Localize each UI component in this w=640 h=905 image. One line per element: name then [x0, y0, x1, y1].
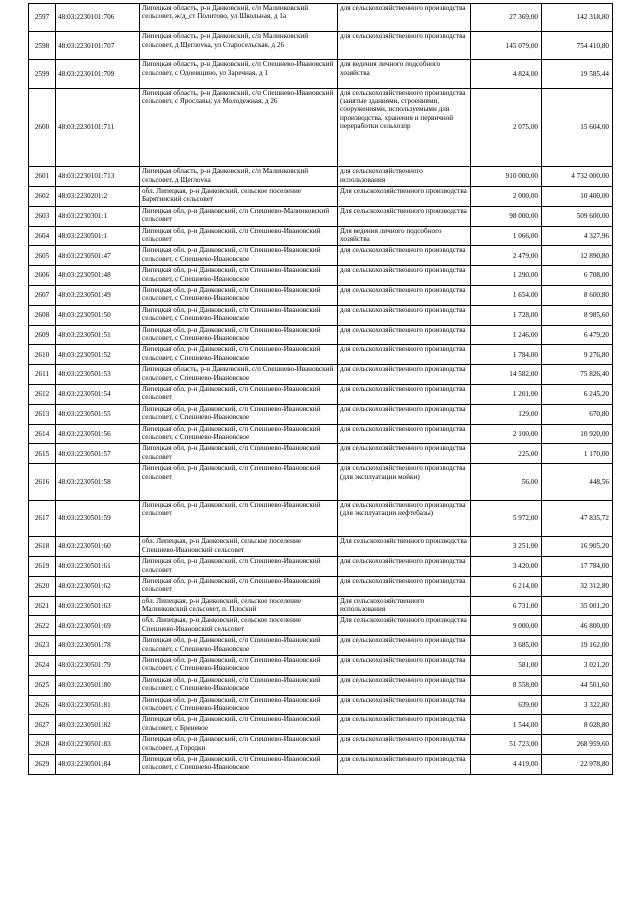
table-row	[29, 675, 613, 695]
cadastral-value-cell: 10 920,00	[542, 424, 613, 444]
table-row	[29, 735, 613, 755]
cadastral-value-cell: 15 604,00	[542, 88, 613, 167]
cadastral-value-cell: 8 985,60	[542, 305, 613, 325]
table-row	[29, 186, 613, 206]
land-use-cell: для сельскохозяйственного производства	[338, 675, 471, 695]
address-cell: Липецкая обл, р-н Данковский, с/п Спешнево-Ивановский сельсовет, с Спешнево-Ивановское	[140, 755, 338, 775]
address-cell: Липецкая обл, р-н Данковский, с/п Спешнево-Ивановский сельсовет, с Бреневое	[140, 715, 338, 735]
row-number: 2602	[29, 186, 56, 206]
cadastral-value-cell: 46 800,00	[542, 616, 613, 636]
row-number: 2608	[29, 305, 56, 325]
address-cell: Липецкая область, р-н Данковский, с/п Малинковский сельсовет, ж/д_ст Политово, ул Школьная, д 1а	[140, 4, 338, 32]
cadastral-value-cell: 268 959,60	[542, 735, 613, 755]
cadastral-number: 48:03:2230501:50	[56, 305, 140, 325]
area-cell: 2 100,00	[471, 424, 542, 444]
land-use-cell: для сельскохозяйственного производства	[338, 695, 471, 715]
land-use-cell: для сельскохозяйственного производства	[338, 735, 471, 755]
cadastral-value-cell: 35 001,20	[542, 596, 613, 616]
land-use-cell: Для сельскохозяйственного производства	[338, 206, 471, 226]
area-cell: 8 558,00	[471, 675, 542, 695]
address-cell: Липецкая обл, р-н Данковский, с/п Спешнево-Ивановский сельсовет, с Спешнево-Ивановское	[140, 695, 338, 715]
table-row	[29, 537, 613, 557]
table-row	[29, 167, 613, 187]
cadastral-value-cell: 6 479,20	[542, 325, 613, 345]
table-row	[29, 4, 613, 32]
address-cell: Липецкая область, р-н Данковский, с/п Малинковский сельсовет, д Щеглovка, ул Старосельская, д 26	[140, 32, 338, 60]
row-number: 2612	[29, 384, 56, 404]
land-use-cell: для сельскохозяйственного производства	[338, 32, 471, 60]
row-number: 2628	[29, 735, 56, 755]
land-use-cell: для ведения личного подсобного хозяйства	[338, 60, 471, 88]
land-use-cell: для сельскохозяйственного производства	[338, 384, 471, 404]
row-number: 2615	[29, 444, 56, 464]
table-row	[29, 384, 613, 404]
address-cell: Липецкая обл, р-н Данковский, с/п Спешнево-Ивановский сельсовет, с Спешнево-Ивановское	[140, 266, 338, 286]
area-cell: 581,00	[471, 656, 542, 676]
area-cell: 1 728,00	[471, 305, 542, 325]
row-number: 2600	[29, 88, 56, 167]
cadastral-value-cell: 4 327,96	[542, 226, 613, 246]
row-number: 2597	[29, 4, 56, 32]
cadastral-value-cell: 17 784,00	[542, 557, 613, 577]
address-cell: Липецкая область, р-н Данковский, с/п Спешнево-Ивановский сельсовет, с Ярославы, ул Молодежная, д 26	[140, 88, 338, 167]
address-cell: Липецкая обл, р-н Данковский, с/п Спешнево-Ивановский сельсовет	[140, 557, 338, 577]
document-page	[28, 3, 612, 775]
table-row	[29, 557, 613, 577]
table-row	[29, 365, 613, 385]
area-cell: 225,00	[471, 444, 542, 464]
land-use-cell: для сельскохозяйственного производства (для эксплуатации нефтебазы)	[338, 500, 471, 537]
cadastral-number: 48:03:2230501:80	[56, 675, 140, 695]
row-number: 2609	[29, 325, 56, 345]
cadastral-value-cell: 16 905,20	[542, 537, 613, 557]
row-number: 2618	[29, 537, 56, 557]
area-cell: 6 214,00	[471, 576, 542, 596]
land-use-cell: Для ведения личного подсобного хозяйства	[338, 226, 471, 246]
address-cell: Липецкая обл, р-н Данковский, с/п Спешнево-Ивановский сельсовет	[140, 384, 338, 404]
table-row	[29, 345, 613, 365]
cadastral-value-cell: 3 021,20	[542, 656, 613, 676]
cadastral-value-cell: 509 600,00	[542, 206, 613, 226]
land-use-cell: Для сельскохозяйственного производства	[338, 616, 471, 636]
area-cell: 27 369,00	[471, 4, 542, 32]
row-number: 2605	[29, 246, 56, 266]
cadastral-value-cell: 8 028,80	[542, 715, 613, 735]
cadastral-number: 48:03:2230501:53	[56, 365, 140, 385]
area-cell: 56,00	[471, 464, 542, 501]
area-cell: 145 079,00	[471, 32, 542, 60]
row-number: 2626	[29, 695, 56, 715]
cadastral-number: 48:03:2230201:2	[56, 186, 140, 206]
cadastral-number: 48:03:2230501:49	[56, 285, 140, 305]
address-cell: Липецкая область, р-н Данковский, с/п Спешнево-Ивановский сельсовет, с Спешнево-Ивановское	[140, 365, 338, 385]
cadastral-value-cell: 19 162,00	[542, 636, 613, 656]
address-cell: Липецкая обл, р-н Данковский, с/п Спешнево-Ивановский сельсовет, с Спешнево-Ивановское	[140, 636, 338, 656]
cadastral-value-cell: 19 585,44	[542, 60, 613, 88]
land-use-cell: для сельскохозяйственного производства (занятые зданиями, строениями, сооружениями, используемыми для производства, хранения и первичной переработки сельхозпр	[338, 88, 471, 167]
row-number: 2622	[29, 616, 56, 636]
table-row	[29, 576, 613, 596]
cadastral-value-cell: 10 400,00	[542, 186, 613, 206]
cadastral-value-cell: 4 732 000,00	[542, 167, 613, 187]
address-cell: Липецкая обл, р-н Данковский, с/п Спешнево-Ивановский сельсовет	[140, 464, 338, 501]
table-row	[29, 226, 613, 246]
cadastral-value-cell: 12 890,80	[542, 246, 613, 266]
land-use-cell: для сельскохозяйственного производства	[338, 424, 471, 444]
address-cell: Липецкая обл, р-н Данковский, с/п Спешнево-Малинковский сельсовет	[140, 206, 338, 226]
address-cell: Липецкая обл, р-н Данковский, с/п Спешнево-Ивановский сельсовет, с Спешнево-Ивановское	[140, 424, 338, 444]
land-use-cell: для сельскохозяйственного производства	[338, 557, 471, 577]
table-row	[29, 464, 613, 501]
row-number: 2627	[29, 715, 56, 735]
address-cell: Липецкая область, р-н Данковский, с/п Малинковский сельсовет, д Щеглovка	[140, 167, 338, 187]
cadastral-value-cell: 6 245,20	[542, 384, 613, 404]
cadastral-value-cell: 670,80	[542, 404, 613, 424]
area-cell: 51 723,00	[471, 735, 542, 755]
address-cell: обл. Липецкая, р-н Данковский, сельское поселение Барятинский сельсовет	[140, 186, 338, 206]
table-row	[29, 266, 613, 286]
cadastral-value-cell: 47 835,72	[542, 500, 613, 537]
area-cell: 6 731,00	[471, 596, 542, 616]
land-use-cell: для сельскохозяйственного производства	[338, 305, 471, 325]
address-cell: Липецкая обл, р-н Данковский, с/п Спешнево-Ивановский сельсовет, с Спешнево-Ивановское	[140, 325, 338, 345]
cadastral-value-cell: 754 410,80	[542, 32, 613, 60]
land-use-cell: для сельскохозяйственного производства	[338, 755, 471, 775]
cadastral-value-cell: 6 708,00	[542, 266, 613, 286]
row-number: 2619	[29, 557, 56, 577]
address-cell: Липецкая обл, р-н Данковский, с/п Спешнево-Ивановский сельсовет	[140, 226, 338, 246]
cadastral-value-cell: 75 826,40	[542, 365, 613, 385]
cadastral-value-cell: 44 501,60	[542, 675, 613, 695]
cadastral-value-cell: 3 322,80	[542, 695, 613, 715]
cadastral-number: 48:03:2230301:1	[56, 206, 140, 226]
area-cell: 1 066,00	[471, 226, 542, 246]
cadastral-value-cell: 22 978,80	[542, 755, 613, 775]
address-cell: Липецкая обл, р-н Данковский, с/п Спешнево-Ивановский сельсовет	[140, 576, 338, 596]
table-row	[29, 755, 613, 775]
land-use-cell: для сельскохозяйственного производства (для эксплуатации мойки)	[338, 464, 471, 501]
address-cell: Липецкая обл, р-н Данковский, с/п Спешнево-Ивановский сельсовет, с Спешнево-Ивановское	[140, 285, 338, 305]
area-cell: 1 290,00	[471, 266, 542, 286]
row-number: 2617	[29, 500, 56, 537]
row-number: 2598	[29, 32, 56, 60]
table-body	[29, 4, 613, 775]
cadastral-number: 48:03:2230501:69	[56, 616, 140, 636]
cadastral-number: 48:03:2230501:47	[56, 246, 140, 266]
table-row	[29, 88, 613, 167]
table-row	[29, 616, 613, 636]
land-use-cell: для сельскохозяйственного использования	[338, 167, 471, 187]
table-row	[29, 596, 613, 616]
table-row	[29, 656, 613, 676]
cadastral-value-cell: 448,56	[542, 464, 613, 501]
table-row	[29, 285, 613, 305]
table-row	[29, 404, 613, 424]
area-cell: 9 000,00	[471, 616, 542, 636]
address-cell: обл. Липецкая, р-н Данковский, сельское поселение Спешнево-Ивановский сельсовет	[140, 537, 338, 557]
land-use-cell: Для сельскохозяйственного производства	[338, 537, 471, 557]
area-cell: 1 544,00	[471, 715, 542, 735]
area-cell: 1 784,00	[471, 345, 542, 365]
cadastral-number: 48:03:2230501:58	[56, 464, 140, 501]
area-cell: 4 824,00	[471, 60, 542, 88]
cadastral-value-cell: 1 170,00	[542, 444, 613, 464]
area-cell: 2 000,00	[471, 186, 542, 206]
cadastral-number: 48:03:2230501:56	[56, 424, 140, 444]
cadastral-number: 48:03:2230501:59	[56, 500, 140, 537]
cadastral-number: 48:03:2230501:82	[56, 715, 140, 735]
land-use-cell: для сельскохозяйственного производства	[338, 325, 471, 345]
row-number: 2613	[29, 404, 56, 424]
row-number: 2603	[29, 206, 56, 226]
table-row	[29, 206, 613, 226]
address-cell: обл. Липецкая, р-н Данковский, сельское поселение Малинковский сельсовет, п. Плоский	[140, 596, 338, 616]
table-row	[29, 246, 613, 266]
row-number: 2610	[29, 345, 56, 365]
cadastral-number: 48:03:2230101:713	[56, 167, 140, 187]
area-cell: 14 582,00	[471, 365, 542, 385]
table-row	[29, 325, 613, 345]
table-row	[29, 695, 613, 715]
table-row	[29, 32, 613, 60]
cadastral-number: 48:03:2230501:83	[56, 735, 140, 755]
address-cell: обл. Липецкая, р-н Данковский, сельское поселение Спешнево-Ивановский сельсовет	[140, 616, 338, 636]
row-number: 2601	[29, 167, 56, 187]
area-cell: 3 685,00	[471, 636, 542, 656]
area-cell: 4 419,00	[471, 755, 542, 775]
cadastral-number: 48:03:2230501:57	[56, 444, 140, 464]
table-row	[29, 424, 613, 444]
row-number: 2616	[29, 464, 56, 501]
cadastral-number: 48:03:2230501:63	[56, 596, 140, 616]
cadastral-value-table	[28, 3, 613, 775]
cadastral-value-cell: 9 276,80	[542, 345, 613, 365]
cadastral-number: 48:03:2230101:706	[56, 4, 140, 32]
table-row	[29, 60, 613, 88]
area-cell: 2 479,00	[471, 246, 542, 266]
area-cell: 1 654,00	[471, 285, 542, 305]
cadastral-number: 48:03:2230501:1	[56, 226, 140, 246]
row-number: 2625	[29, 675, 56, 695]
address-cell: Липецкая обл, р-н Данковский, с/п Спешнево-Ивановский сельсовет, с Спешнево-Ивановское	[140, 345, 338, 365]
cadastral-number: 48:03:2230501:61	[56, 557, 140, 577]
cadastral-number: 48:03:2230501:78	[56, 636, 140, 656]
address-cell: Липецкая обл, р-н Данковский, с/п Спешнево-Ивановский сельсовет, с Спешнево-Ивановское	[140, 246, 338, 266]
table-row	[29, 715, 613, 735]
cadastral-number: 48:03:2230501:84	[56, 755, 140, 775]
area-cell: 1 246,00	[471, 325, 542, 345]
row-number: 2614	[29, 424, 56, 444]
cadastral-number: 48:03:2230501:54	[56, 384, 140, 404]
cadastral-value-cell: 8 600,80	[542, 285, 613, 305]
land-use-cell: для сельскохозяйственного производства	[338, 444, 471, 464]
area-cell: 2 075,00	[471, 88, 542, 167]
cadastral-value-cell: 142 318,80	[542, 4, 613, 32]
land-use-cell: для сельскохозяйственного производства	[338, 246, 471, 266]
area-cell: 910 000,00	[471, 167, 542, 187]
cadastral-value-cell: 32 312,80	[542, 576, 613, 596]
row-number: 2606	[29, 266, 56, 286]
table-row	[29, 444, 613, 464]
land-use-cell: для сельскохозяйственного производства	[338, 715, 471, 735]
cadastral-number: 48:03:2230101:707	[56, 32, 140, 60]
land-use-cell: для сельскохозяйственного производства	[338, 636, 471, 656]
table-row	[29, 500, 613, 537]
table-row	[29, 636, 613, 656]
area-cell: 3 251,00	[471, 537, 542, 557]
area-cell: 129,00	[471, 404, 542, 424]
address-cell: Липецкая обл, р-н Данковский, с/п Спешнево-Ивановский сельсовет, с Спешнево-Ивановское	[140, 675, 338, 695]
cadastral-number: 48:03:2230501:60	[56, 537, 140, 557]
cadastral-number: 48:03:2230501:52	[56, 345, 140, 365]
address-cell: Липецкая обл, р-н Данковский, с/п Спешнево-Ивановский сельсовет, д Городки	[140, 735, 338, 755]
row-number: 2624	[29, 656, 56, 676]
area-cell: 5 972,00	[471, 500, 542, 537]
cadastral-number: 48:03:2230101:709	[56, 60, 140, 88]
cadastral-number: 48:03:2230501:55	[56, 404, 140, 424]
address-cell: Липецкая область, р-н Данковский, с/п Спешнево-Ивановский сельсовет, с Одоевщино, ул Заречная, д 1	[140, 60, 338, 88]
row-number: 2629	[29, 755, 56, 775]
cadastral-number: 48:03:2230101:711	[56, 88, 140, 167]
land-use-cell: для сельскохозяйственного производства	[338, 266, 471, 286]
address-cell: Липецкая обл, р-н Данковский, с/п Спешнево-Ивановский сельсовет, с Спешнево-Ивановское	[140, 656, 338, 676]
cadastral-number: 48:03:2230501:48	[56, 266, 140, 286]
land-use-cell: для сельскохозяйственного производства	[338, 404, 471, 424]
land-use-cell: для сельскохозяйственного производства	[338, 365, 471, 385]
cadastral-number: 48:03:2230501:62	[56, 576, 140, 596]
address-cell: Липецкая обл, р-н Данковский, с/п Спешнево-Ивановский сельсовет	[140, 500, 338, 537]
cadastral-number: 48:03:2230501:81	[56, 695, 140, 715]
row-number: 2621	[29, 596, 56, 616]
address-cell: Липецкая обл, р-н Данковский, с/п Спешнево-Ивановский сельсовет	[140, 444, 338, 464]
land-use-cell: для сельскохозяйственного производства	[338, 345, 471, 365]
address-cell: Липецкая обл, р-н Данковский, с/п Спешнево-Ивановский сельсовет, с Спешнево-Ивановское	[140, 404, 338, 424]
row-number: 2623	[29, 636, 56, 656]
row-number: 2607	[29, 285, 56, 305]
area-cell: 639,00	[471, 695, 542, 715]
land-use-cell: для сельскохозяйственного производства	[338, 656, 471, 676]
land-use-cell: Для сельскохозяйственного производства	[338, 186, 471, 206]
row-number: 2611	[29, 365, 56, 385]
row-number: 2599	[29, 60, 56, 88]
land-use-cell: для сельскохозяйственного производства	[338, 576, 471, 596]
cadastral-number: 48:03:2230501:79	[56, 656, 140, 676]
table-row	[29, 305, 613, 325]
area-cell: 98 000,00	[471, 206, 542, 226]
area-cell: 1 201,00	[471, 384, 542, 404]
land-use-cell: для сельскохозяйственного производства	[338, 285, 471, 305]
land-use-cell: для сельскохозяйственного производства	[338, 4, 471, 32]
row-number: 2604	[29, 226, 56, 246]
land-use-cell: Для сельскохозяйственного использования	[338, 596, 471, 616]
row-number: 2620	[29, 576, 56, 596]
address-cell: Липецкая обл, р-н Данковский, с/п Спешнево-Ивановский сельсовет, с Спешнево-Ивановское	[140, 305, 338, 325]
cadastral-number: 48:03:2230501:51	[56, 325, 140, 345]
area-cell: 3 420,00	[471, 557, 542, 577]
